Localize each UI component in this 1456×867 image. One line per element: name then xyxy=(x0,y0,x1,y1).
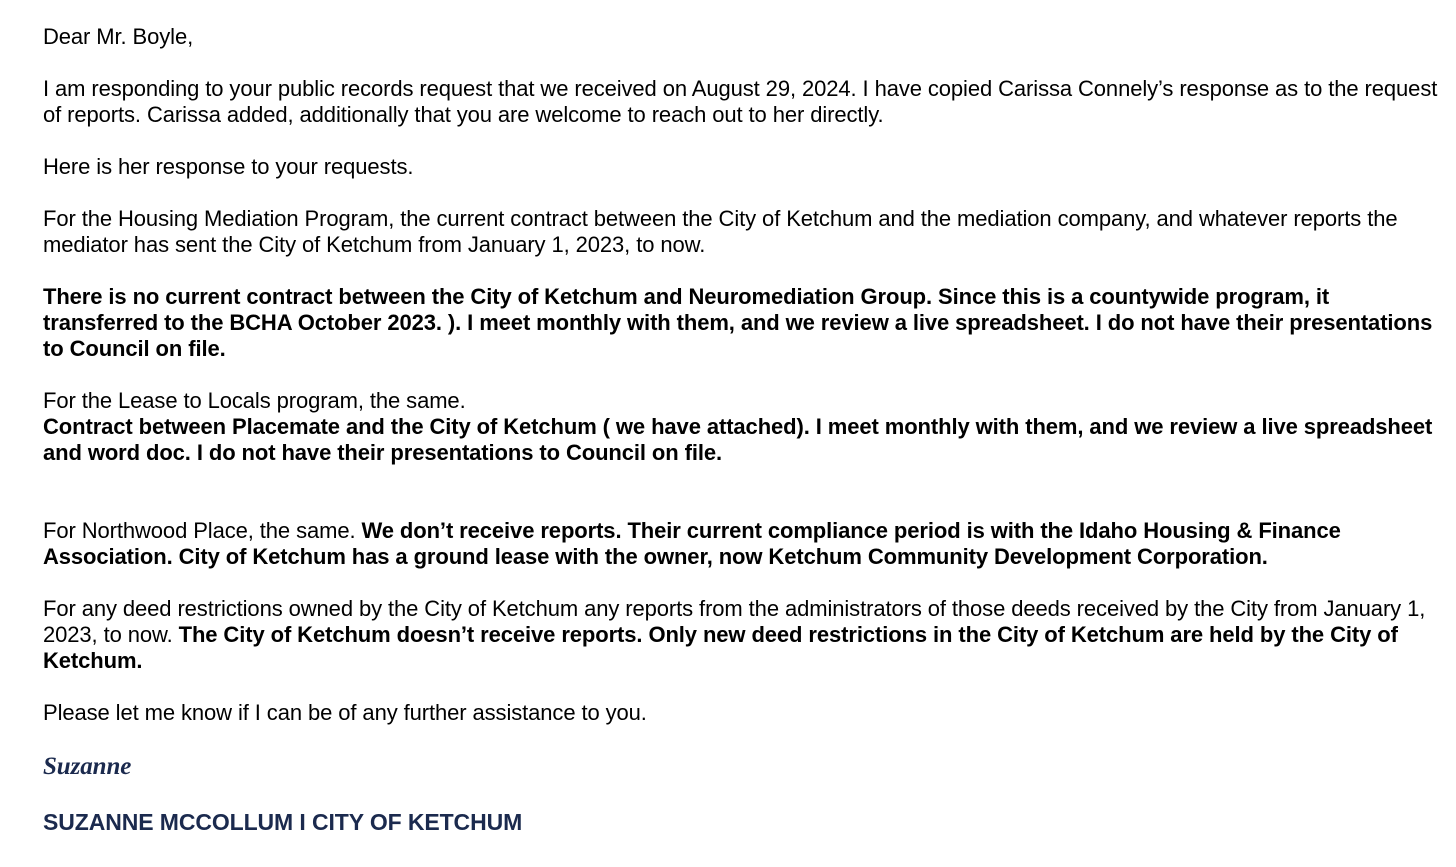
intro-paragraph: I am responding to your public records request that we received on August 29, 2024. I have copied Carissa Connely’s response as to the request of reports. Carissa added, additionally that you are welcome to reach out to her directly. xyxy=(43,76,1438,127)
letter-body xyxy=(43,24,1448,836)
signature-title: SUZANNE MCCOLLUM I CITY OF KETCHUM xyxy=(43,809,523,835)
northwood-paragraph xyxy=(43,518,1448,570)
housing-question: For the Housing Mediation Program, the current contract between the City of Ketchum and the mediation company, and whatever reports the mediator has sent the City of Ketchum from January 1, 2023, to now. xyxy=(43,206,1398,257)
housing-answer: There is no current contract between the City of Ketchum and Neuromediation Group. Since this is a countywide program, it transferred to the BCHA October 2023. ). I meet monthly with them, and we review a live spreadsheet. I do not have their presentations to Council on file. xyxy=(43,284,1433,361)
closing-paragraph: Please let me know if I can be of any further assistance to you. xyxy=(43,700,647,725)
deed-answer: The City of Ketchum doesn’t receive reports. Only new deed restrictions in the City of Ketchum are held by the City of Ketchum. xyxy=(43,622,1398,673)
northwood-answer: We don’t receive reports. Their current compliance period is with the Idaho Housing & Finance Association. City of Ketchum has a ground lease with the owner, now Ketchum Community Development Corporation. xyxy=(43,518,1341,569)
lead-in-paragraph: Here is her response to your requests. xyxy=(43,154,414,179)
lease-question: For the Lease to Locals program, the same. xyxy=(43,388,466,413)
signature-name: Suzanne xyxy=(43,753,132,780)
lease-answer: Contract between Placemate and the City of Ketchum ( we have attached). I meet monthly with them, and we review a live spreadsheet and word doc. I do not have their presentations to Council on file. xyxy=(43,414,1433,465)
salutation: Dear Mr. Boyle, xyxy=(43,24,194,49)
deed-question: For any deed restrictions owned by the City of Ketchum any reports from the administrators of those deeds received by the City from January 1, 2023, to now. xyxy=(43,596,1426,647)
northwood-question: For Northwood Place, the same. xyxy=(43,518,356,543)
deed-paragraph xyxy=(43,596,1448,674)
